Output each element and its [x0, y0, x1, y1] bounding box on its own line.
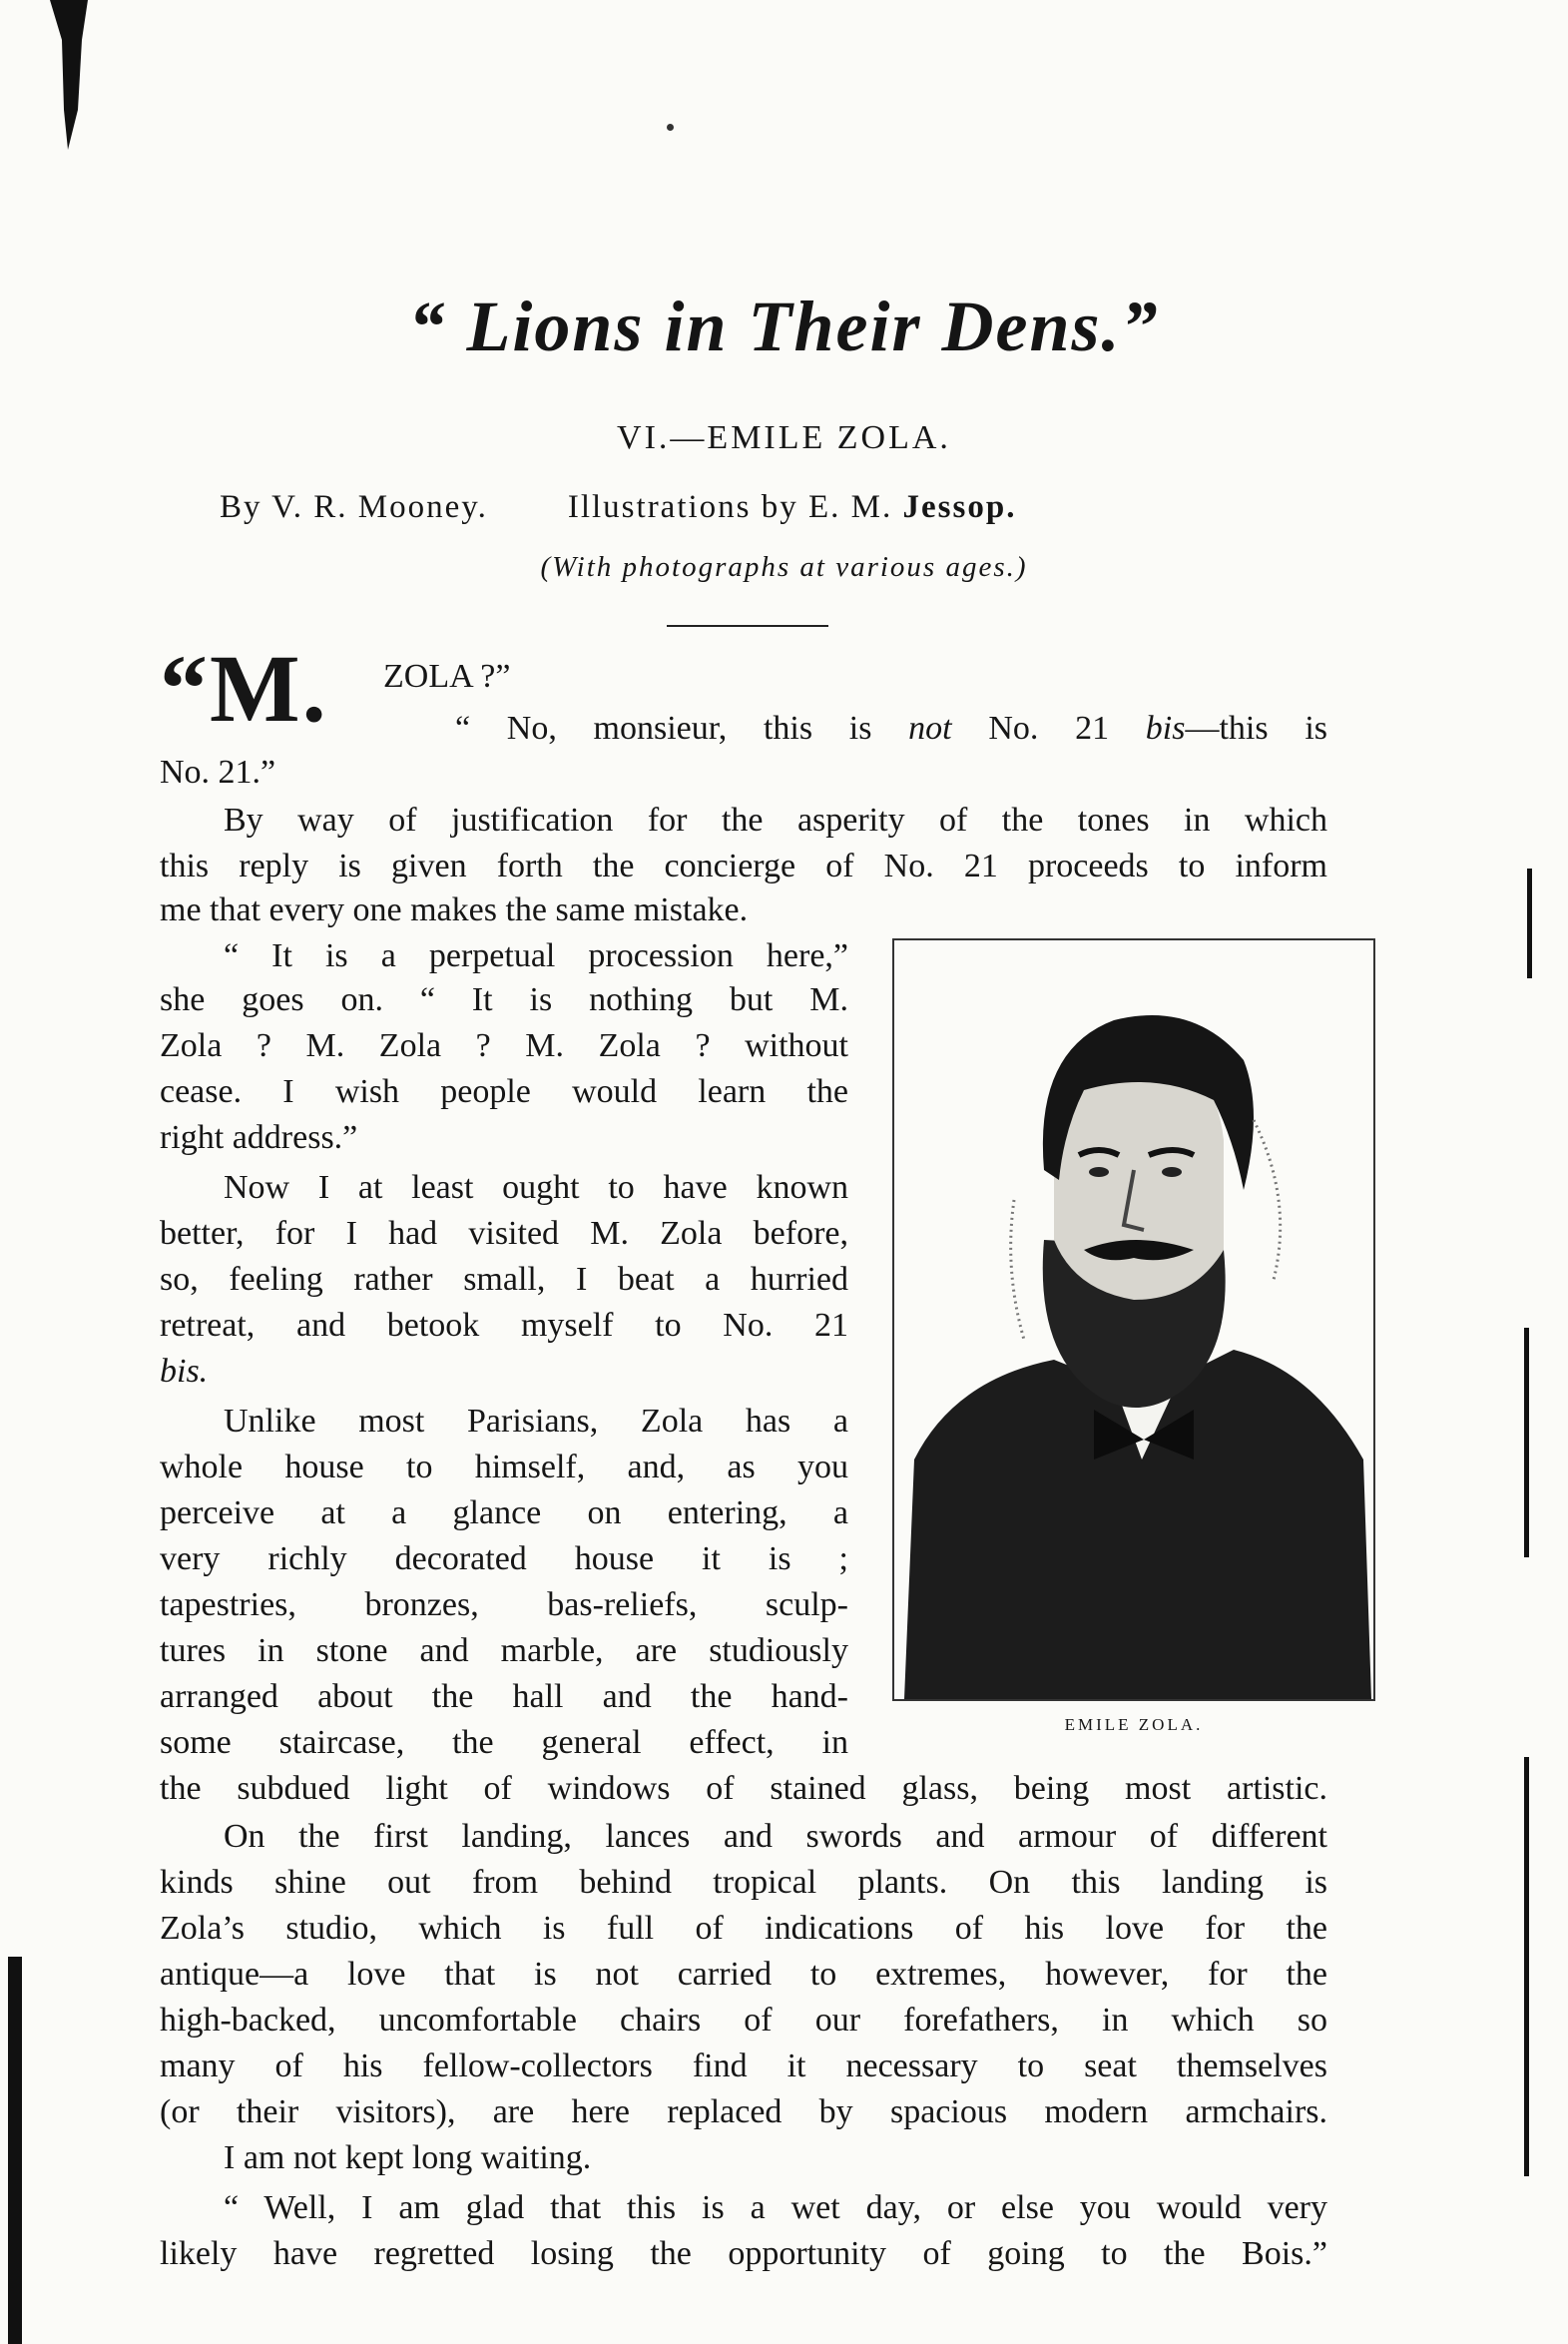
- ornament-mark: [48, 0, 90, 150]
- text-line: —this is: [1185, 710, 1327, 747]
- text-line: very richly decorated house it is ;: [160, 1540, 848, 1577]
- text-line: I am not kept long waiting.: [224, 2139, 592, 2176]
- text-line: likely have regretted losing the opportunity of going to the Bois.”: [160, 2235, 1327, 2272]
- text-line: right address.”: [160, 1119, 358, 1156]
- text-line: perceive at a glance on entering, a: [160, 1494, 848, 1531]
- text-line: the subdued light of windows of stained glass, being most artistic.: [160, 1770, 1327, 1807]
- text-line: high-backed, uncomfortable chairs of our forefathers, in which so: [160, 2002, 1327, 2039]
- illustrator-credit: Illustrations by E. M.: [567, 489, 893, 525]
- drop-cap: “M.: [160, 635, 328, 742]
- text-line: not: [908, 710, 952, 747]
- text-line: better, for I had visited M. Zola before,: [160, 1215, 848, 1252]
- text-line: many of his fellow-collectors find it necessary to seat themselves: [160, 2048, 1327, 2084]
- title-rule: [667, 625, 828, 627]
- text-line: “ No, monsieur, this is: [455, 710, 909, 747]
- text-line: Zola’s studio, which is full of indications of his love for the: [160, 1910, 1327, 1947]
- margin-bar-right: [1524, 1328, 1529, 1557]
- text-line: [455, 707, 1327, 751]
- text-line: “ It is a perpetual procession here,”: [224, 937, 848, 974]
- dot-mark: [667, 124, 674, 131]
- text-line: me that every one makes the same mistake.: [160, 891, 749, 928]
- byline: [220, 489, 1357, 526]
- article-subtitle: VI.—EMILE ZOLA.: [617, 419, 951, 456]
- text-line: On the first landing, lances and swords and armour of different: [224, 1818, 1327, 1855]
- text-line: No. 21: [951, 710, 1146, 747]
- text-line: “ Well, I am glad that this is a wet day, or else you would very: [224, 2189, 1327, 2226]
- text-line: (or their visitors), are here replaced by spacious modern armchairs.: [160, 2093, 1327, 2130]
- text-line: cease. I wish people would learn the: [160, 1073, 848, 1110]
- text-line: retreat, and betook myself to No. 21: [160, 1307, 848, 1344]
- text-line: this reply is given forth the concierge of No. 21 proceeds to inform: [160, 848, 1327, 884]
- text-line: tures in stone and marble, are studiously: [160, 1632, 848, 1669]
- text-line: bis: [1145, 710, 1186, 747]
- text-line: Unlike most Parisians, Zola has a: [224, 1403, 848, 1440]
- text-line: she goes on. “ It is nothing but M.: [160, 981, 848, 1018]
- text-line: ZOLA ?”: [383, 658, 511, 695]
- text-line: antique—a love that is not carried to extremes, however, for the: [160, 1956, 1327, 1993]
- author-credit: By V. R. Mooney.: [220, 489, 488, 525]
- text-line: tapestries, bronzes, bas-reliefs, sculp-: [160, 1586, 848, 1623]
- text-line: some staircase, the general effect, in: [160, 1724, 848, 1761]
- margin-bar-left: [8, 1957, 22, 2344]
- text-line: bis.: [160, 1353, 209, 1390]
- photos-note: (With photographs at various ages.): [540, 551, 1028, 583]
- text-line: whole house to himself, and, as you: [160, 1449, 848, 1485]
- page-title: “ Lions in Their Dens.”: [408, 287, 1160, 366]
- text-line: arranged about the hall and the hand-: [160, 1678, 848, 1715]
- text-line: Zola ? M. Zola ? M. Zola ? without: [160, 1027, 848, 1064]
- figure-caption: EMILE ZOLA.: [1064, 1715, 1204, 1734]
- text-line: By way of justification for the asperity of the tones in which: [224, 802, 1327, 839]
- text-line: kinds shine out from behind tropical plants. On this landing is: [160, 1864, 1327, 1901]
- margin-bar-right: [1524, 1757, 1529, 2176]
- text-line: Now I at least ought to have known: [224, 1169, 848, 1206]
- text-line: No. 21.”: [160, 754, 276, 791]
- zola-portrait: [894, 940, 1373, 1699]
- portrait-frame: [892, 938, 1375, 1701]
- text-line: so, feeling rather small, I beat a hurried: [160, 1261, 848, 1298]
- margin-bar-right: [1527, 869, 1532, 978]
- illustrator-surname: Jessop.: [902, 489, 1017, 525]
